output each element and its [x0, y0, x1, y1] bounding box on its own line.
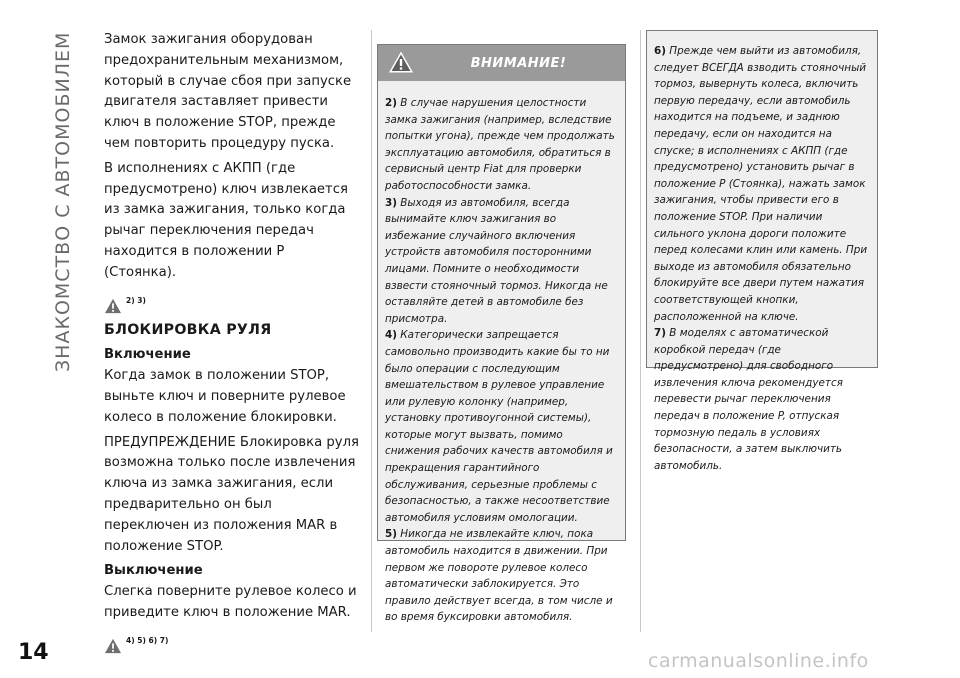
warning-item [385, 95, 618, 195]
page-number: 14 [18, 640, 49, 665]
column-divider [371, 30, 372, 632]
paragraph-akpp-key: В исполнениях с АКПП (где предусмотрено) ключ извлекается из замка зажигания, только когда рычаг переключения передач находится в положении P (Стоянка). [104, 160, 348, 280]
warning-box [377, 44, 626, 624]
warning-triangle-icon [104, 638, 122, 654]
warning-item [654, 325, 870, 474]
warning-item-text: Категорически запрещается самовольно производить какие бы то ни было операции с последующим вмешательством в рулевое управление или рулевую колонку (например, установку противоугонной системы), которые могут вызвать, помимо снижения рабочих качеств автомобиля и прекращения гарантийного обслуживания, серьезные проблемы с безопасностью, а также несоответствие автомобиля условиям омологации. [385, 329, 613, 524]
warning-item-text: В случае нарушения целостности замка зажигания (например, вследствие попытки угона), прежде чем продолжать эксплуатацию автомобиля, обратиться в сервисный центр Fiat для проверки работоспособности замка. [385, 97, 615, 192]
paragraph-notice: ПРЕДУПРЕЖДЕНИЕ Блокировка руля возможна только после извлечения ключа из замка зажигания, если предварительно он был переключен из положения MAR в положение STOP. [104, 434, 359, 554]
main-text-column [104, 30, 359, 660]
warning-title: ВНИМАНИЕ! [470, 55, 567, 71]
watermark: carmanualsonline.info [648, 650, 869, 672]
warning-item-number: 5) [385, 528, 397, 541]
subheading-off: Выключение [104, 563, 203, 579]
warning-triangle-icon [388, 50, 414, 74]
warning-box-body [378, 81, 625, 626]
warning-item-text: Никогда не извлекайте ключ, пока автомобиль находится в движении. При первом же повороте рулевое колесо автоматически заблокируется. Это правило действует всегда, в том числе и во время буксировки автомобиля. [385, 528, 613, 624]
warning-item [654, 43, 870, 325]
paragraph-ignition-lock: Замок зажигания оборудован предохранительным механизмом, который в случае сбоя при запуске двигателя заставляет привести ключ в положение STOP, прежде чем повторить процедуру пуска. [104, 32, 352, 151]
warning-reference [104, 632, 359, 654]
warning-triangle-icon [104, 298, 122, 314]
warning-continuation-box [646, 30, 878, 472]
warning-item-number: 2) [385, 97, 397, 109]
side-title-text: ЗНАКОМСТВО С АВТОМОБИЛЕМ [52, 31, 74, 372]
column-divider [640, 30, 641, 632]
reference-numbers: 2) 3) [126, 295, 146, 305]
paragraph-lock-off: Слегка поверните рулевое колесо и приведите ключ в положение MAR. [104, 584, 357, 620]
warning-item-number: 6) [654, 45, 666, 57]
subheading-on: Включение [104, 347, 191, 363]
section-heading: БЛОКИРОВКА РУЛЯ [104, 321, 272, 338]
warning-item [385, 195, 618, 328]
warning-item-number: 3) [385, 196, 397, 209]
paragraph-lock-on: Когда замок в положении STOP, выньте ключ и поверните рулевое колесо в положение блокировки. [104, 368, 346, 425]
warning-reference [104, 292, 359, 314]
warning-box-header [378, 45, 625, 81]
warning-item [385, 526, 618, 626]
warning-item [385, 327, 618, 526]
warning-item-text: Выходя из автомобиля, всегда вынимайте ключ зажигания во избежание случайного включения устройств автомобиля посторонними лицами. Помните о необходимости взвести стояночный тормоз. Никогда не оставляйте детей в автомобиле без присмотра. [385, 196, 608, 325]
reference-numbers: 4) 5) 6) 7) [126, 635, 169, 645]
warning-item-number: 7) [654, 327, 666, 340]
warning-item-text: В моделях с автоматической коробкой передач (где предусмотрено) для свободного извлечения ключа рекомендуется перевести рычаг переключения передач в положение P, отпуская тормозную педаль в условиях безопасности, а затем выключить автомобиль. [654, 327, 843, 472]
warning-item-number: 4) [385, 329, 397, 342]
warning-item-text: Прежде чем выйти из автомобиля, следует ВСЕГДА взводить стояночный тормоз, вывернуть колеса, включить первую передачу, если автомобиль находится на подъеме, и заднюю передачу, если он находится на спуске; в исполнениях с АКПП (где предусмотрено) установить рычаг в положение P (Стоянка), нажать замок зажигания, чтобы привести его в положение STOP. При наличии сильного уклона дороги положите перед колесами клин или камень. При выходе из автомобиля обязательно блокируйте все двери путем нажатия соответствующей кнопки, расположенной на ключе. [654, 45, 868, 323]
